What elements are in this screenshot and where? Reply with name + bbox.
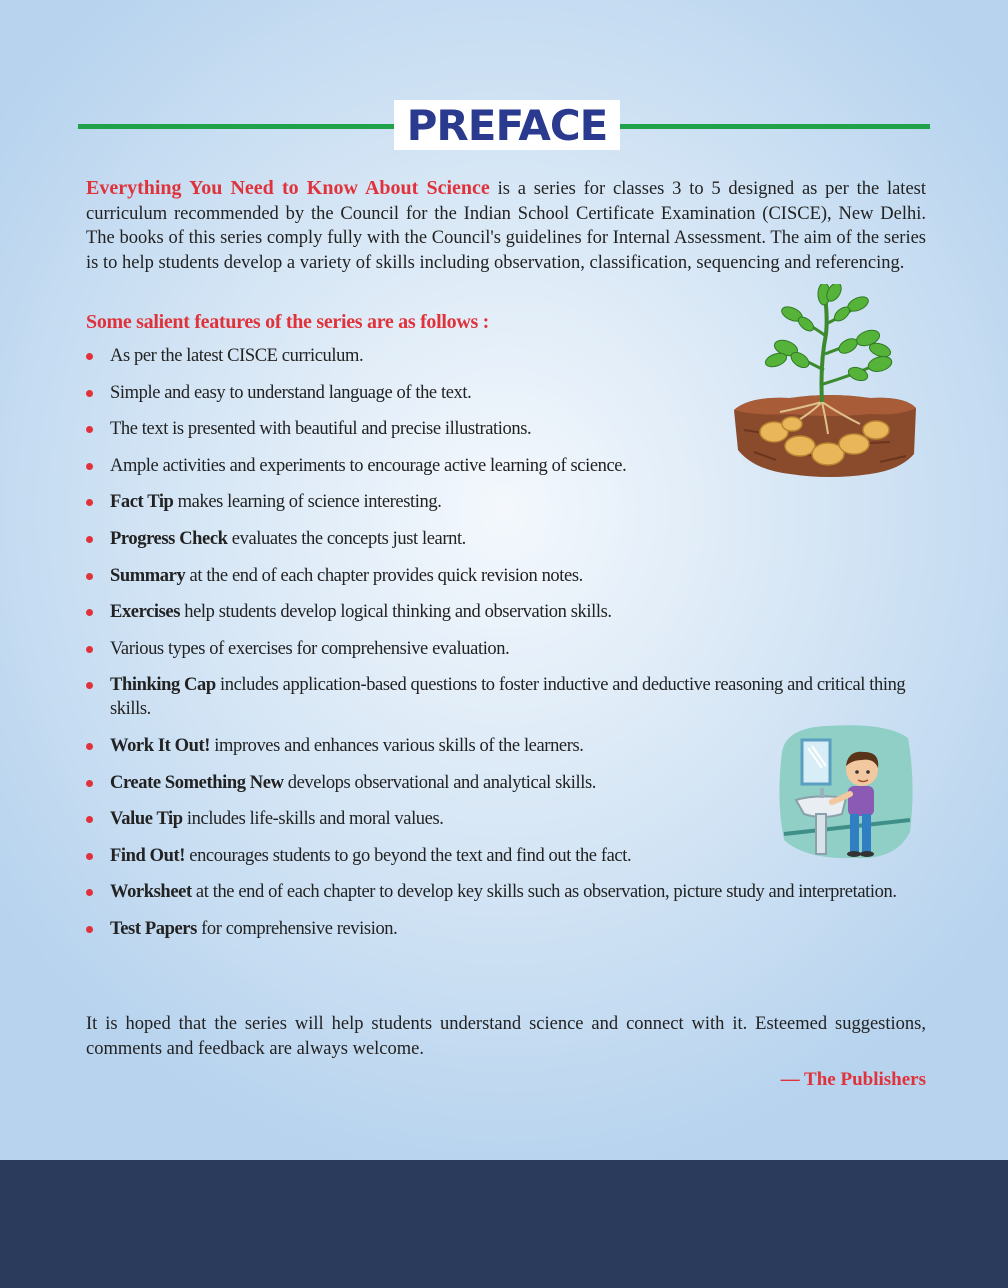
title-rule-left bbox=[78, 124, 394, 129]
closing-paragraph: It is hoped that the series will help students understand science and connect with it. Esteemed suggestions, comments and feedback are always welcome. bbox=[86, 1014, 926, 1059]
bullet-icon bbox=[86, 816, 93, 823]
title-row bbox=[78, 96, 930, 156]
bullet-icon bbox=[86, 780, 93, 787]
bullet-icon bbox=[86, 853, 93, 860]
page-title: PREFACE bbox=[406, 100, 608, 150]
intro-paragraph bbox=[86, 176, 926, 275]
bullet-icon bbox=[86, 426, 93, 433]
feature-text: at the end of each chapter to develop key skills such as observation, picture study and interpretation. bbox=[191, 882, 897, 903]
feature-name: Thinking Cap bbox=[110, 675, 216, 696]
feature-name: Summary bbox=[110, 565, 186, 586]
feature-text: As per the latest CISCE curriculum. bbox=[110, 346, 364, 366]
signature: — The Publishers bbox=[780, 1069, 926, 1090]
feature-text: makes learning of science interesting. bbox=[173, 492, 442, 513]
bullet-icon bbox=[86, 682, 93, 689]
bullet-icon bbox=[86, 889, 93, 896]
feature-item bbox=[86, 673, 928, 721]
feature-text: for comprehensive revision. bbox=[196, 918, 398, 939]
feature-text: includes life-skills and moral values. bbox=[182, 809, 444, 830]
feature-name: Worksheet bbox=[110, 882, 192, 903]
bullet-icon bbox=[86, 390, 93, 397]
feature-text: evaluates the concepts just learnt. bbox=[227, 528, 466, 549]
feature-text: develops observational and analytical skills. bbox=[283, 772, 597, 793]
bullet-icon bbox=[86, 573, 93, 580]
feature-name: Fact Tip bbox=[110, 492, 174, 513]
feature-text: Ample activities and experiments to encourage active learning of science. bbox=[110, 455, 627, 476]
feature-item bbox=[86, 490, 928, 514]
bullet-icon bbox=[86, 536, 93, 543]
feature-text: Various types of exercises for comprehensive evaluation. bbox=[110, 638, 510, 659]
feature-text: help students develop logical thinking and observation skills. bbox=[180, 602, 612, 623]
bullet-icon bbox=[86, 609, 93, 616]
feature-name: Exercises bbox=[110, 602, 181, 623]
feature-text: The text is presented with beautiful and precise illustrations. bbox=[110, 419, 532, 440]
features-heading: Some salient features of the series are as follows : bbox=[86, 311, 490, 333]
feature-text: at the end of each chapter provides quick revision notes. bbox=[185, 565, 583, 586]
feature-text: Simple and easy to understand language of the text. bbox=[110, 382, 472, 403]
series-name: Everything You Need to Know About Science bbox=[86, 177, 490, 199]
boy-washing-hands-icon bbox=[776, 722, 916, 864]
bullet-icon bbox=[86, 463, 93, 470]
feature-text: encourages students to go beyond the text and find out the fact. bbox=[185, 845, 632, 866]
intro-text: is a series for classes 3 to 5 designed as per the latest curriculum recommended by the Council for the Indian School Certificate Examination (CISCE), New Delhi. The books of this series comply fully with the Council's guidelines for Internal Assessment. The aim of the series is to help students develop a variety of skills including observation, classification, sequencing and referencing. bbox=[86, 179, 926, 273]
feature-item bbox=[86, 564, 928, 588]
feature-name: Create Something New bbox=[110, 772, 284, 793]
footer-band bbox=[0, 1160, 1008, 1288]
feature-name: Progress Check bbox=[110, 528, 228, 549]
feature-item bbox=[86, 880, 928, 904]
bullet-icon bbox=[86, 499, 93, 506]
feature-name: Test Papers bbox=[110, 918, 197, 939]
potato-plant-icon bbox=[730, 284, 920, 480]
feature-item bbox=[86, 917, 928, 941]
bullet-icon bbox=[86, 353, 93, 360]
feature-item bbox=[86, 600, 928, 624]
feature-name: Find Out! bbox=[110, 845, 186, 866]
feature-text: improves and enhances various skills of the learners. bbox=[210, 735, 584, 756]
feature-name: Work It Out! bbox=[110, 735, 211, 756]
title-box bbox=[394, 100, 620, 150]
feature-item bbox=[86, 637, 928, 661]
feature-name: Value Tip bbox=[110, 809, 183, 830]
bullet-icon bbox=[86, 646, 93, 653]
bullet-icon bbox=[86, 743, 93, 750]
feature-item bbox=[86, 527, 928, 551]
bullet-icon bbox=[86, 926, 93, 933]
feature-text: includes application-based questions to foster inductive and deductive reasoning and critical thing skills. bbox=[110, 675, 906, 720]
title-rule-right bbox=[620, 124, 930, 129]
